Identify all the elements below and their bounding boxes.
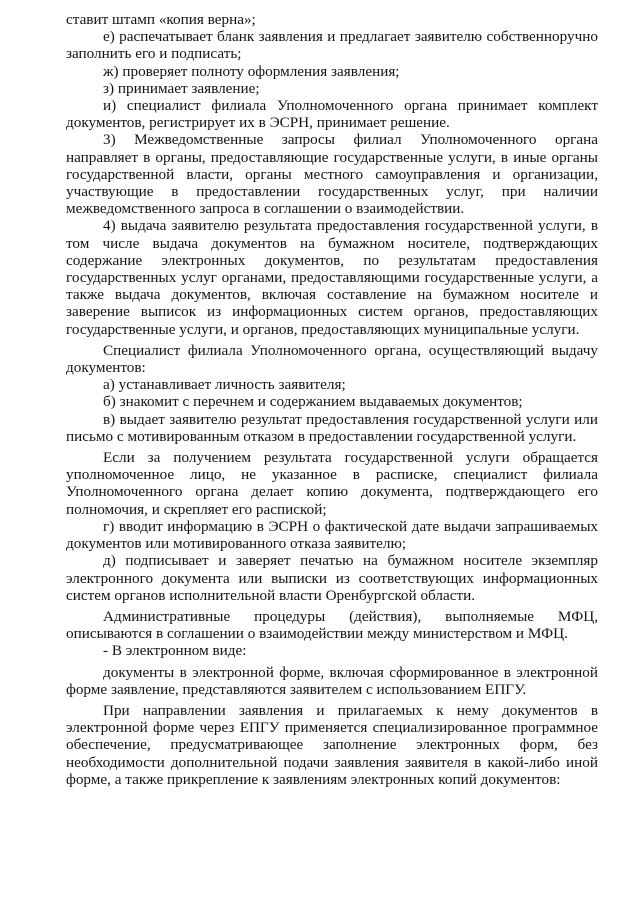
paragraph-electronic-documents: документы в электронной форме, включая сформированное в электронной форме заявление, представляются заявителем с использованием ЕПГУ. [66,663,598,698]
paragraph-item-v: в) выдает заявителю результат предоставления государственной услуги или письмо с мотивированным отказом в предоставлении государственной услуги. [66,410,598,445]
paragraph-item-a: а) устанавливает личность заявителя; [103,376,346,394]
paragraph-mfc-procedures: Административные процедуры (действия), выполняемые МФЦ, описываются в соглашении о взаимодействии между министерством и МФЦ. [66,607,598,643]
paragraph-item-i: и) специалист филиала Уполномоченного органа принимает комплект документов, регистрирует их в ЭСРН, принимает решение. [66,97,598,132]
paragraph-item-zh: ж) проверяет полноту оформления заявления; [103,62,400,80]
paragraph-item-b: б) знакомит с перечнем и содержанием выдаваемых документов; [103,393,523,411]
paragraph-authorized-person: Если за получением результата государственной услуги обращается уполномоченное лицо, не указанное в расписке, специалист филиала Уполномоченного органа делает копию документа, подтверждающего его полномочия, и скрепляет его распиской; [66,449,598,518]
paragraph-epgu-submission: При направлении заявления и прилагаемых к нему документов в электронной форме через ЕПГУ применяется специализированное программное обеспечение, предусматривающее заполнение электронных форм, без необходимости дополнительной подачи заявления заявителя в какой-либо иной форме, а также прикрепление к заявлениям электронных копий документов: [66,701,598,788]
paragraph-stamp-copy: ставит штамп «копия верна»; [66,11,256,28]
paragraph-electronic-heading: - В электронном виде: [103,642,247,660]
paragraph-interagency-requests: 3) Межведомственные запросы филиал Уполномоченного органа направляет в органы, предоставляющие государственные услуги, в иные органы государственной власти, органы местного самоуправления и организации, участвующие в предоставлении государственных услуг, при наличии межведомственного запроса в соглашении о взаимодействии. [66,131,598,218]
paragraph-item-z: з) принимает заявление; [103,79,260,97]
paragraph-result-issuance: 4) выдача заявителю результата предоставления государственной услуги, в том числе выдача документов на бумажном носителе, подтверждающих содержание электронных документов, по результатам предоставления государственных услуг органами, предоставляющими государственные услуги, а также выдача документов, включая составление на бумажном носителе и заверение выписок из информационных систем органов, предоставляющих государственные услуги, и органов, предоставляющих муниципальные услуги. [66,217,598,338]
paragraph-item-e: е) распечатывает бланк заявления и предлагает заявителю собственноручно заполнить его и подписать; [66,28,598,63]
paragraph-specialist-issuing: Специалист филиала Уполномоченного органа, осуществляющий выдачу документов: [66,341,598,377]
paragraph-item-g: г) вводит информацию в ЭСРН о фактической дате выдачи запрашиваемых документов или мотивированного отказа заявителю; [66,517,598,553]
paragraph-item-d: д) подписывает и заверяет печатью на бумажном носителе экземпляр электронного документа или выписки из соответствующих информационных систем органов исполнительной власти Оренбургской области. [66,552,598,604]
